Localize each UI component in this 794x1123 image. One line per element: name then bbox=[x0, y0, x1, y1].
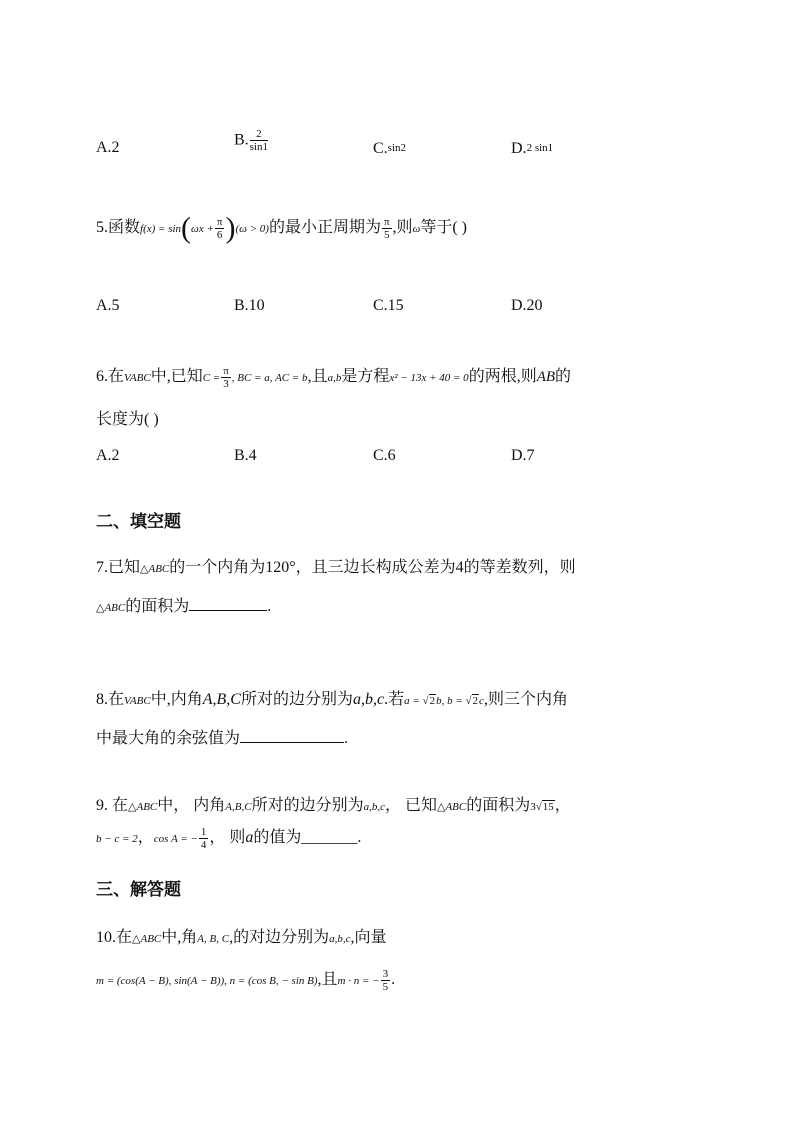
question-6: 6.在VABC中,已知C = $\frac{\pi}{3}$ , BC = a, AC = b,且a,b是方程x² − 13x + 40 = 0的两根,则AB的 bbox=[96, 365, 572, 390]
q5-option-d: D.20 bbox=[511, 297, 543, 314]
question-10-line-2: m = (cos(A − B), sin(A − B)), n = (cos B, − sin B),且m · n = − $\frac{3}{5}$ . bbox=[96, 968, 396, 993]
q8-answer-blank[interactable] bbox=[240, 728, 344, 743]
question-7-line-2: △ABC的面积为 . bbox=[96, 598, 272, 615]
q4-option-c: C.sin2 bbox=[373, 140, 407, 157]
q6-option-c: C.6 bbox=[373, 447, 396, 464]
q4-option-d: D.2 sin1 bbox=[511, 140, 554, 157]
q4-option-b-fraction: $\frac{2}{\sin 1}$ bbox=[249, 128, 269, 153]
q7-answer-blank[interactable] bbox=[189, 596, 267, 611]
question-8-line-2: 中最大角的余弦值为 . bbox=[96, 730, 349, 747]
q6-option-a: A.2 bbox=[96, 447, 120, 464]
question-5: 5.函数f(x) = sin(ωx + $\frac{\pi}{6}$ )(ω > 0)的最小正周期为 $\frac{\pi}{5}$ ,则ω等于( ) bbox=[96, 211, 467, 245]
question-7: 7.已知△ABC的一个内角为120°，且三边长构成公差为4的等差数列，则 bbox=[96, 559, 576, 576]
q9-answer-blank[interactable]: _______ bbox=[301, 829, 358, 847]
q4-option-b: B. $\frac{2}{\sin 1}$ bbox=[234, 128, 269, 153]
question-9-line-2: b − c = 2，cos A = − $\frac{1}{4}$ ， 则a的值为_______. bbox=[96, 826, 362, 851]
q5-option-a: A.5 bbox=[96, 297, 120, 314]
q6-option-b: B.4 bbox=[234, 447, 257, 464]
question-6-line-2: 长度为( ) bbox=[96, 411, 159, 428]
q4-option-a: A.2 bbox=[96, 139, 120, 156]
section-solution-heading: 三、解答题 bbox=[96, 880, 181, 899]
section-fill-in-heading: 二、填空题 bbox=[96, 512, 181, 531]
q5-option-b: B.10 bbox=[234, 297, 265, 314]
question-8: 8.在VABC中,内角A,B,C所对的边分别为a,b,c.若a = √2b, b = √2c,则三个内角 bbox=[96, 691, 568, 708]
q6-option-d: D.7 bbox=[511, 447, 535, 464]
question-10: 10.在△ABC中,角A, B, C,的对边分别为a,b,c,向量 bbox=[96, 929, 387, 946]
q5-option-c: C.15 bbox=[373, 297, 404, 314]
question-9: 9. 在△ABC中， 内角A,B,C所对的边分别为a,b,c， 已知△ABC的面积为3√15， bbox=[96, 797, 571, 814]
